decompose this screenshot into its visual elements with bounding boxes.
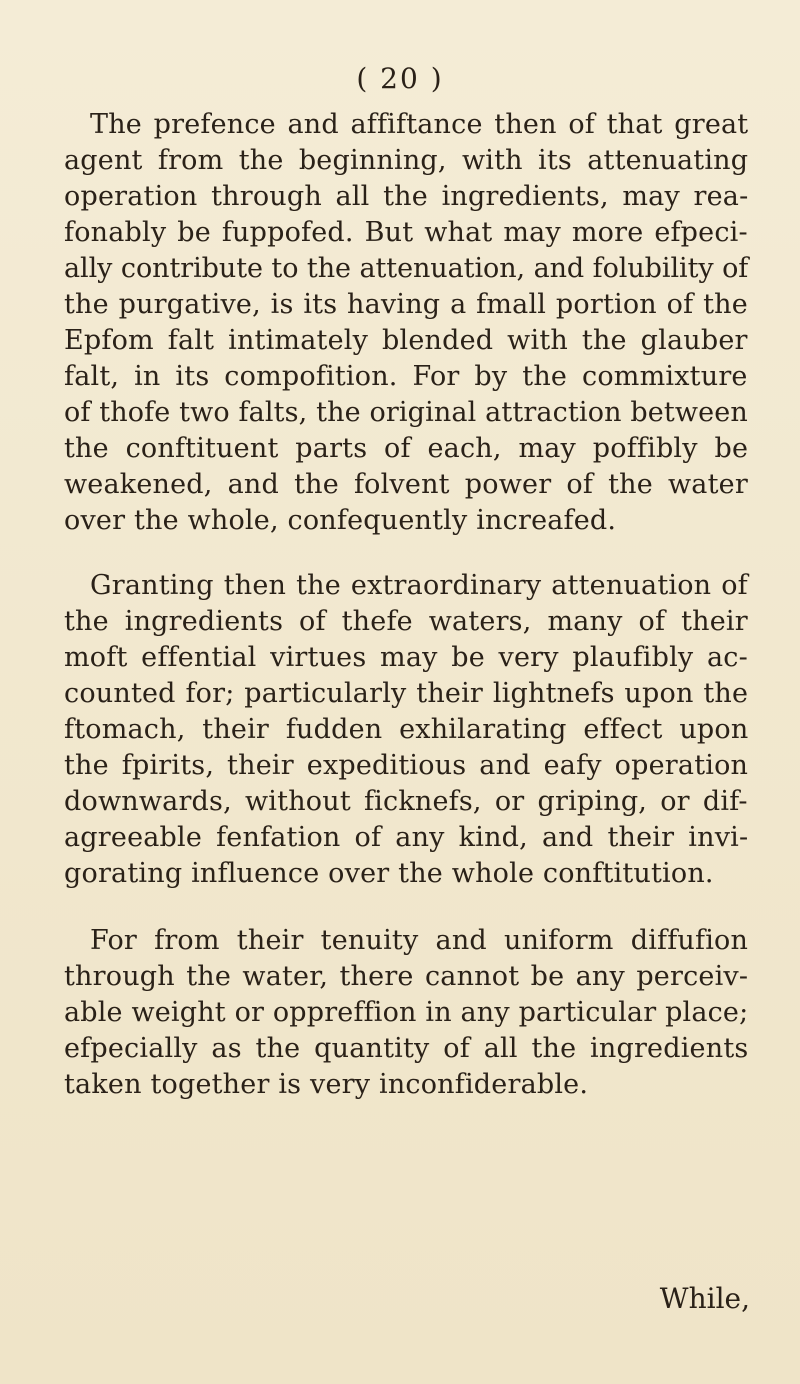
text-line: efpecially as the quantity of all the ingredients bbox=[64, 1033, 749, 1064]
text-line: gorating influence over the whole conftitution. bbox=[64, 858, 714, 889]
text-line: taken together is very inconfiderable. bbox=[64, 1069, 589, 1100]
text-line: the ingredients of thefe waters, many of their bbox=[64, 606, 748, 637]
text-line: the conftituent parts of each, may poffibly be bbox=[64, 433, 749, 464]
text-line: of thofe two falts, the original attraction between bbox=[64, 397, 748, 428]
text-line: the fpirits, their expeditious and eafy operation bbox=[64, 750, 749, 781]
catchword: While, bbox=[659, 1282, 750, 1315]
text-line: ftomach, their fudden exhilarating effect upon bbox=[64, 714, 749, 745]
text-line: able weight or oppreffion in any particular place; bbox=[64, 997, 749, 1028]
text-line: agreeable fenfation of any kind, and their invi- bbox=[64, 822, 749, 853]
text-line: falt, in its compofition. For by the commixture bbox=[64, 361, 748, 392]
text-line: counted for; particularly their lightnefs upon the bbox=[64, 678, 749, 709]
text-line: Granting then the extraordinary attenuation of bbox=[90, 570, 748, 601]
text-line: agent from the beginning, with its attenuating bbox=[64, 145, 749, 176]
page-number-header: ( 20 ) bbox=[356, 62, 444, 95]
text-line: the purgative, is its having a fmall portion of the bbox=[64, 289, 748, 320]
text-line: ally contribute to the attenuation, and folubility of bbox=[64, 253, 749, 284]
text-line: over the whole, confequently increafed. bbox=[64, 505, 617, 536]
text-line: The prefence and affiftance then of that great bbox=[90, 109, 749, 140]
text-line: downwards, without ficknefs, or griping, or dif- bbox=[64, 786, 748, 817]
text-line: operation through all the ingredients, may rea- bbox=[64, 181, 749, 212]
text-line: Epfom falt intimately blended with the glauber bbox=[64, 325, 748, 356]
text-line: weakened, and the folvent power of the water bbox=[64, 469, 748, 500]
text-line: fonably be fuppofed. But what may more efpeci- bbox=[64, 217, 748, 248]
text-line: through the water, there cannot be any perceiv- bbox=[64, 961, 749, 992]
text-line: For from their tenuity and uniform diffufion bbox=[90, 925, 749, 956]
text-line: moft effential virtues may be very plaufibly ac- bbox=[64, 642, 748, 673]
